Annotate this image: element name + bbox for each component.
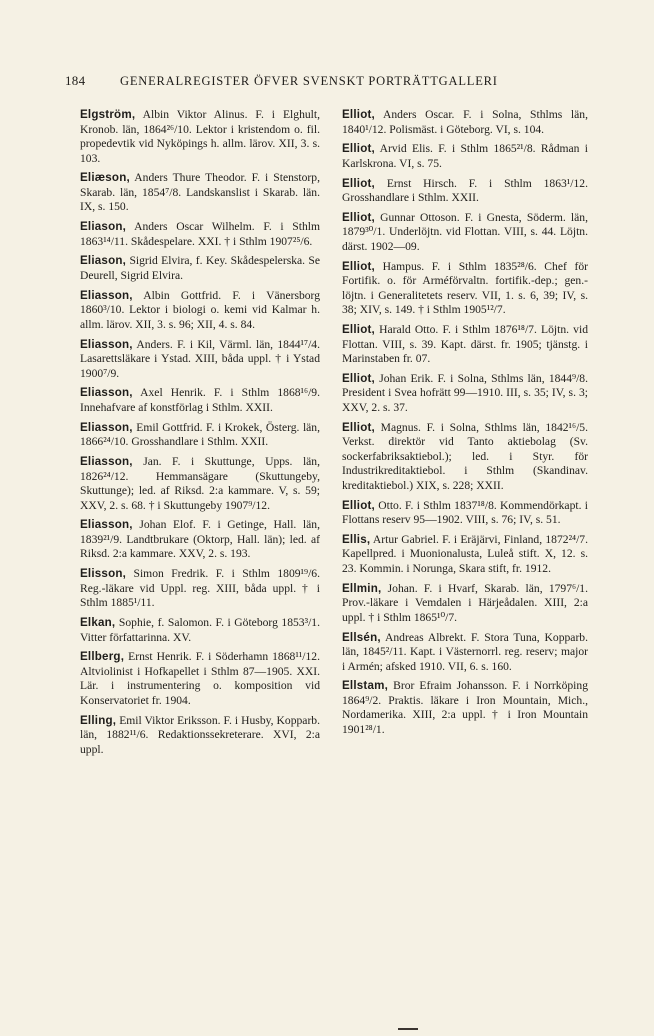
register-entry (342, 582, 588, 626)
entry-text: Harald Otto. F. i Sthlm 1876¹⁸/7. Löjtn. vid Flottan. VIII, s. 39. Kapt. därst. fr. 1905; tjänstg. i Marinstaben fr. 07. (342, 323, 589, 366)
register-entry (80, 289, 320, 333)
register-entry (80, 518, 320, 562)
entry-surname: Ellberg, (80, 650, 125, 664)
register-entry (80, 171, 320, 215)
entry-surname: Elliot, (342, 323, 375, 337)
entry-surname: Elliot, (342, 108, 375, 121)
entry-text: Ernst Hirsch. F. i Sthlm 1863¹/12. Grosshandlare i Sthlm. XXII. (342, 176, 588, 205)
entry-surname: Eliasson, (80, 518, 133, 532)
register-entry (80, 421, 320, 450)
entry-surname: Elliot, (342, 371, 375, 385)
register-entry (342, 533, 588, 577)
entry-text: Sigrid Elvira, f. Key. Skådespelerska. Se Deurell, Sigrid Elvira. (80, 254, 321, 283)
register-entry (80, 650, 320, 708)
entry-surname: Elkan, (80, 616, 116, 630)
entry-text: Hampus. F. i Sthlm 1835²⁸/6. Chef för Fortifik. o. för Arméförvaltn. fortifik.-dep.; gen.-löjtn. i Generalitetets reserv. VII, 1. s. 6, 39; IV, s. 38; XIV, s. 149. † i Sthlm 1905¹²/7. (342, 259, 588, 317)
entry-text: Albin Gottfrid. F. i Vänersborg 1860³/10. Lektor i biologi o. kemi vid Kalmar h. allm. lärov. XII, 3. s. 96; XII, 4. s. 84. (80, 288, 321, 331)
entry-text: Emil Gottfrid. F. i Krokek, Österg. län, 1866²⁴/10. Grosshandlare i Sthlm. XXII. (80, 420, 321, 449)
right-column (342, 108, 588, 743)
register-entry (342, 421, 588, 494)
register-entry (342, 177, 588, 206)
entry-text: Gunnar Ottoson. F. i Gnesta, Söderm. län, 1879³⁰/1. Underlöjtn. vid Flottan. VIII, s. 44. Löjtn. därst. 1902—09. (342, 210, 588, 253)
entry-surname: Elliot, (342, 259, 375, 273)
register-entry (80, 108, 320, 166)
entry-text: Artur Gabriel. F. i Eräjärvi, Finland, 1872²⁴/7. Kapellpred. i Muonionalusta, Luleå stift. X, 12. s. 23. Kommin. i Norunga, Skara stift, fr. 1912. (342, 532, 589, 575)
entry-text: Andreas Albrekt. F. Stora Tuna, Kopparb. län, 1845²/11. Kapt. i Västernorrl. reg. reserv; major i Armén; afsked 1910. VII, 6. s. 160. (342, 630, 588, 673)
entry-text: Otto. F. i Sthlm 1837¹⁸/8. Kommendörkapt. i Flottans reserv 95—1902. VIII, s. 76; IV, s. 51. (342, 498, 588, 527)
entry-surname: Eliasson, (80, 288, 133, 302)
register-entry (80, 455, 320, 513)
entry-text: Bror Efraim Johansson. F. i Norrköping 1864⁹/2. Praktis. läkare i Iron Mountain, Mich., Nordamerika. XIII, 2:a uppl. † i Iron Mountain 1901²⁸/1. (342, 679, 588, 737)
register-entry (342, 260, 588, 318)
register-entry (80, 254, 320, 283)
entry-surname: Elliot, (342, 498, 375, 512)
entry-surname: Ellis, (342, 532, 371, 546)
entry-surname: Eliason, (80, 220, 127, 234)
entry-surname: Elliot, (342, 210, 375, 224)
entry-surname: Eliasson, (80, 337, 133, 351)
page-header (65, 73, 585, 93)
entry-text: Arvid Elis. F. i Sthlm 1865²¹/8. Rådman i Karlskrona. VI, s. 75. (342, 142, 588, 170)
page-number: 184 (65, 73, 86, 88)
entry-text: Johan Erik. F. i Solna, Sthlms län, 1844⁹/8. President i Svea hofrätt 99—1910. III, s. 35; IV, s. 3; XXV, 2. s. 37. (342, 371, 588, 414)
entry-surname: Elgström, (80, 108, 136, 121)
entry-surname: Eliasson, (80, 420, 133, 434)
entry-text: Albin Viktor Alinus. F. i Elghult, Kronob. län, 1864²⁶/10. Lektor i kristendom o. fil. propedevtik vid Nyköpings h. allm. lärov. XII, 3. s. 103. (80, 108, 320, 165)
entry-text: Jan. F. i Skuttunge, Upps. län, 1826²⁴/12. Hemmansägare (Skuttungeby, Skuttunge); led. af Riksd. 2:a kammare. V, s. 59; XXV, 2. s. 68. † i Skuttungeby 1907⁹/12. (80, 454, 321, 512)
register-entry (80, 338, 320, 382)
entry-text: Magnus. F. i Solna, Sthlms län, 1842¹⁶/5. Verkst. direktör vid Tanto aktiebolag (Sv. sockerfabriksaktiebol.); led. i Styr. för Industrikreditaktiebol. i Sthlm (Skandinav. kreditaktiebol.) XIX, s. 228; XXII. (342, 420, 588, 492)
entry-surname: Elling, (80, 713, 117, 727)
entry-text: Ernst Henrik. F. i Söderhamn 1868¹¹/12. Altviolinist i Hofkapellet i Sthlm 87—1905. XXI. Lär. i instrumentering o. komposition vid Konservatoriet fr. 1904. (80, 650, 320, 707)
register-entry (80, 220, 320, 249)
entry-text: Axel Henrik. F. i Sthlm 1868¹⁶/9. Innehafvare af konstförlag i Sthlm. XXII. (80, 386, 320, 414)
entry-surname: Elisson, (80, 567, 127, 581)
entry-surname: Elliot, (342, 176, 375, 190)
register-entry (342, 108, 588, 137)
entry-surname: Eliasson, (80, 386, 133, 400)
register-entry (80, 386, 320, 415)
register-entry (80, 567, 320, 611)
entry-surname: Ellstam, (342, 679, 389, 693)
running-title: GENERALREGISTER ÖFVER SVENSKT PORTRÄTTGALLERI (120, 74, 498, 88)
entry-text: Johan. F. i Hvarf, Skarab. län, 1797⁶/1. Prov.-läkare i Vemdalen i Härjeådalen. XIII, 2:a uppl. † i Sthlm 1865¹⁰/7. (342, 581, 588, 624)
entry-text: Anders Thure Theodor. F. i Stenstorp, Skarab. län, 1854⁷/8. Landskanslist i Skarab. län. IX, s. 150. (80, 171, 320, 214)
register-entry (80, 616, 320, 645)
footer-mark (398, 1028, 418, 1030)
entry-surname: Ellmin, (342, 581, 382, 595)
entry-surname: Eliasson, (80, 454, 133, 468)
register-entry (342, 679, 588, 737)
register-entry (342, 323, 588, 367)
register-entry (342, 372, 588, 416)
entry-surname: Eliæson, (80, 171, 130, 185)
register-entry (342, 142, 588, 171)
register-entry (80, 714, 320, 758)
entry-text: Simon Fredrik. F. i Sthlm 1809¹⁹/6. Reg.-läkare vid Uppl. reg. XIII, båda uppl. † i Sthlm 1885¹/11. (80, 567, 320, 610)
entry-text: Emil Viktor Eriksson. F. i Husby, Kopparb. län, 1882¹¹/6. Redaktionssekreterare. XVI, 2:a uppl. (80, 713, 321, 756)
entry-surname: Ellsén, (342, 630, 381, 644)
register-entry (342, 631, 588, 675)
entry-surname: Elliot, (342, 420, 375, 434)
entry-text: Anders Oscar. F. i Solna, Sthlms län, 1840¹/12. Polismäst. i Göteborg. VI, s. 104. (342, 108, 588, 136)
register-entry (342, 499, 588, 528)
entry-surname: Eliason, (80, 254, 127, 268)
entry-text: Johan Elof. F. i Getinge, Hall. län, 1839²¹/9. Landtbrukare (Oktorp, Hall. län); led. af Riksd. 2:a kammare. XXV, 2. s. 193. (80, 518, 320, 561)
entry-text: Anders. F. i Kil, Värml. län, 1844¹⁷/4. Lasarettsläkare i Ystad. XIII, båda uppl. † i Ystad 1900⁷/9. (80, 337, 320, 380)
register-entry (342, 211, 588, 255)
entry-text: Anders Oscar Wilhelm. F. i Sthlm 1863¹⁴/11. Skådespelare. XXI. † i Sthlm 1907²⁵/6. (80, 220, 320, 248)
entry-text: Sophie, f. Salomon. F. i Göteborg 1853³/1. Vitter författarinna. XV. (80, 616, 320, 644)
left-column (80, 108, 320, 763)
entry-surname: Elliot, (342, 142, 375, 156)
